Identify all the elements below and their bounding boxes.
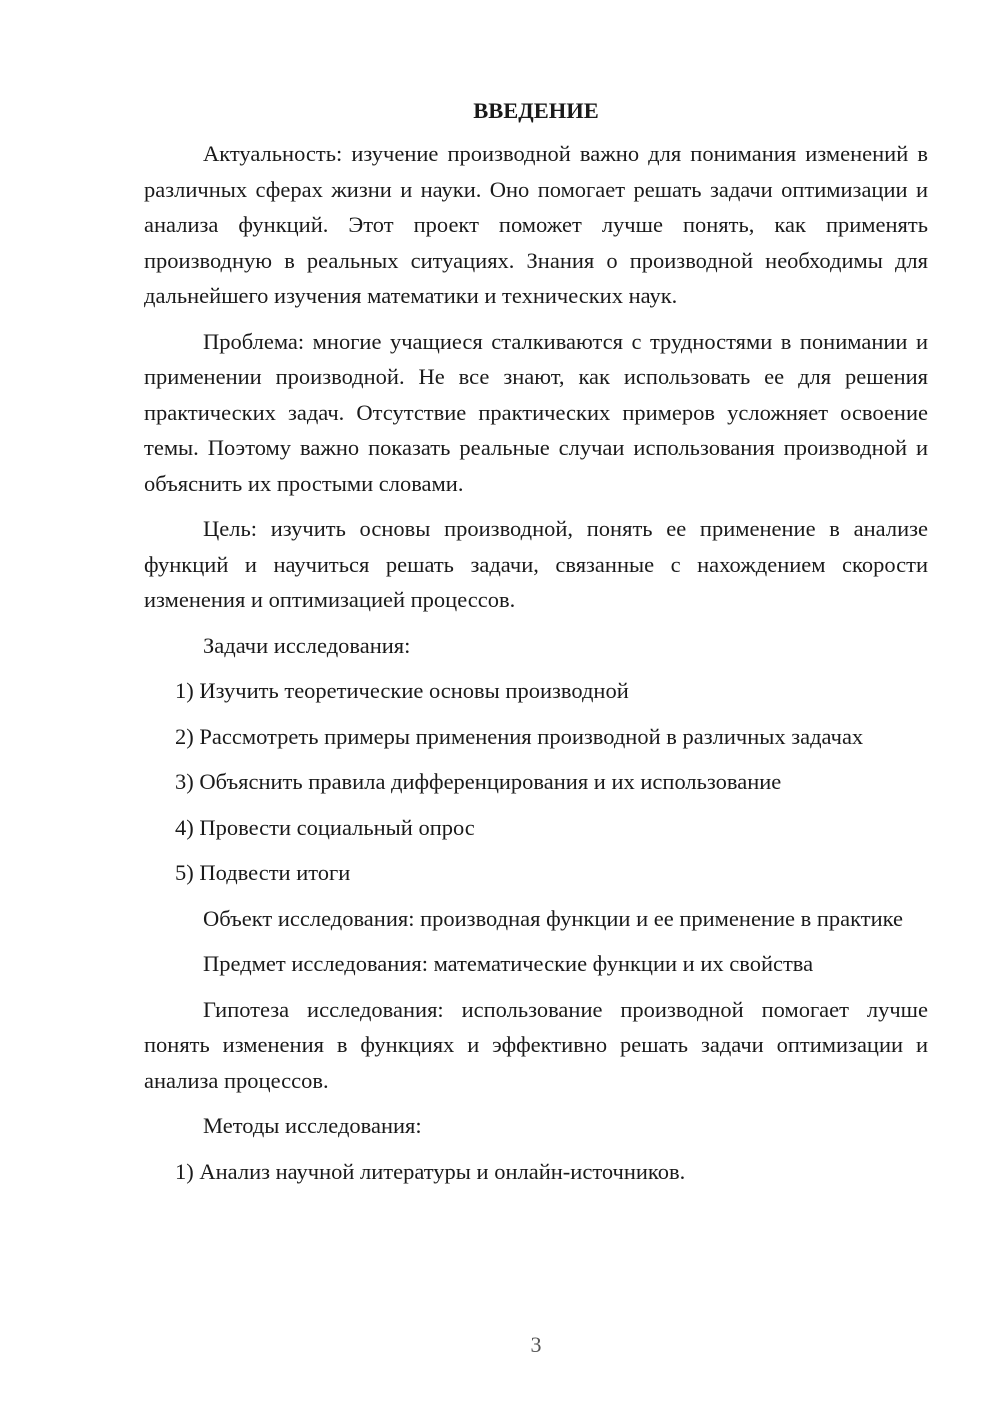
task-item: 3) Объяснить правила дифференцирования и их использование [175,769,782,794]
paragraph-relevance: Актуальность: изучение производной важно для понимания изменений в различных сферах жизни и науки. Оно помогает решать задачи оптимизации и анализа функций. Этот проект поможет лучше понять, как применять производную в реальных ситуациях. Знания о производной необходимы для дальнейшего изучения математики и технических наук. [144,141,928,308]
document-title: ВВЕДЕНИЕ [473,98,599,123]
paragraph-problem: Проблема: многие учащиеся сталкиваются с трудностями в понимании и применении производной. Не все знают, как использовать ее для решения практических задач. Отсутствие практических примеров усложняет освоение темы. Поэтому важно показать реальные случаи использования производной и объяснить их простыми словами. [144,328,928,496]
methods-heading: Методы исследования: [203,1113,422,1138]
tasks-heading: Задачи исследования: [203,632,411,658]
page-number: 3 [530,1332,542,1357]
task-item: 1) Изучить теоретические основы производной [175,678,629,703]
task-item: 4) Провести социальный опрос [175,814,475,840]
paragraph-goal: Цель: изучить основы производной, понять ее применение в анализе функций и научиться решать задачи, связанные с нахождением скорости изменения и оптимизацией процессов. [144,516,928,612]
paragraph-subject: Предмет исследования: математические функции и их свойства [203,951,814,976]
task-item: 2) Рассмотреть примеры применения производной в различных задачах [175,723,864,749]
paragraph-object: Объект исследования: производная функции и ее применение в практике [203,905,904,931]
method-item: 1) Анализ научной литературы и онлайн-источников. [175,1158,686,1184]
document-page [144,96,928,1199]
task-item: 5) Подвести итоги [175,860,351,885]
paragraph-hypothesis: Гипотеза исследования: использование производной помогает лучше понять изменения в функциях и эффективно решать задачи оптимизации и анализа процессов. [144,996,928,1093]
